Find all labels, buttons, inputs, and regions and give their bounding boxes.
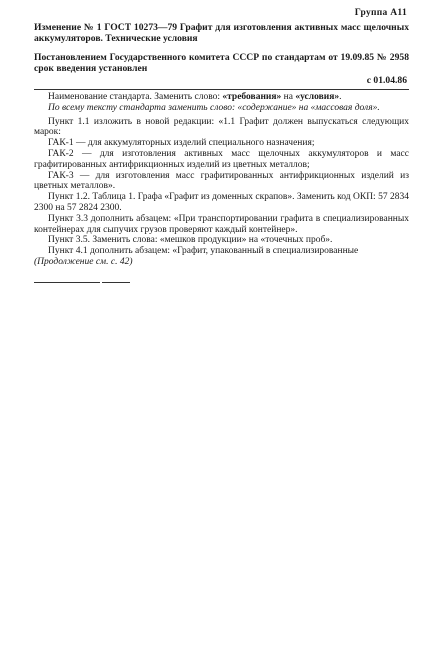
group-code: Группа А11 xyxy=(354,8,407,18)
paragraph-name-change xyxy=(34,92,409,103)
paragraph-grade-gak2: ГАК-2 — для изготовления активных масс щелочных аккумуляторов и масс графитированных антифрикционных изделий из цветных металлов; xyxy=(34,148,409,170)
paragraph-grade-gak3: ГАК-3 — для изготовления масс графитированных антифрикционных изделий из цветных металлов». xyxy=(34,170,409,192)
text-run: на xyxy=(281,92,296,102)
continued-note: (Продолжение см. с. 42) xyxy=(34,256,133,267)
paragraph-grade-gak1: ГАК-1 — для аккумуляторных изделий специального назначения; xyxy=(48,138,315,149)
paragraph-clause-3-3: Пункт 3.3 дополнить абзацем: «При транспортировании графита в специализированных контейнерах для сыпучих грузов проверяют каждый контейнер». xyxy=(34,213,409,235)
footer-divider-short xyxy=(102,282,130,283)
bold-term: «условия» xyxy=(295,92,340,102)
decree-statement: Постановлением Государственного комитета СССР по стандартам от 19.09.85 № 2958 срок введения установлен xyxy=(34,52,409,74)
text-run: . xyxy=(339,92,342,102)
paragraph-clause-1-2: Пункт 1.2. Таблица 1. Графа «Графит из доменных скрапов». Заменить код ОКП: 57 2834 2300 на 57 2824 2300. xyxy=(34,192,409,213)
amendment-body xyxy=(34,92,409,268)
text-run: Наименование стандарта. Заменить слово: xyxy=(48,92,223,102)
amendment-title: Изменение № 1 ГОСТ 10273—79 Графит для изготовления активных масс щелочных аккумуляторов. Технические условия xyxy=(34,22,409,44)
paragraph-term-change: По всему тексту стандарта заменить слово: «содержание» на «массовая доля». xyxy=(48,102,380,113)
paragraph-clause-4-1: Пункт 4.1 дополнить абзацем: «Графит, упакованный в специализированные xyxy=(48,246,359,257)
header-divider xyxy=(34,89,409,90)
effective-date: с 01.04.86 xyxy=(366,75,407,86)
paragraph-clause-3-5: Пункт 3.5. Заменить слова: «мешков продукции» на «точечных проб». xyxy=(48,235,333,246)
footer-divider xyxy=(34,282,100,283)
paragraph-clause-1-1: Пункт 1.1 изложить в новой редакции: «1.1 Графит должен выпускаться следующих марок: xyxy=(34,116,409,138)
bold-term: «требования» xyxy=(222,92,282,102)
